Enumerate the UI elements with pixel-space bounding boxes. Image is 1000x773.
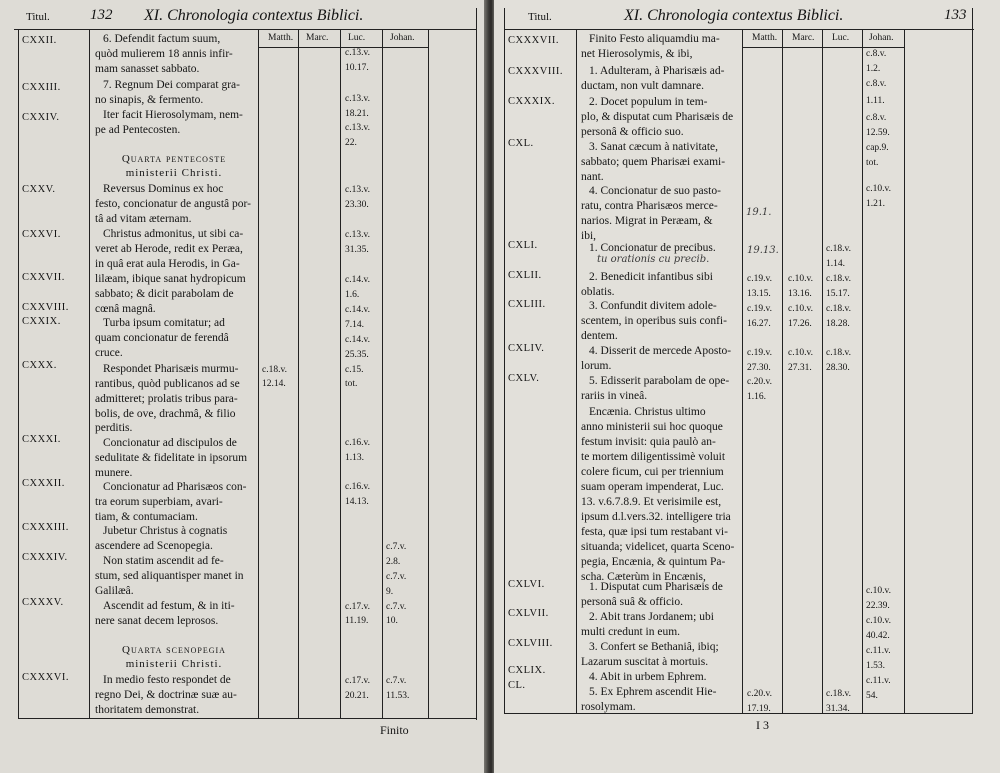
gospel-reference: 1.11.	[866, 96, 885, 106]
title-numeral: CXXXI.	[22, 434, 61, 445]
text-line: bolis, de ove, drachmâ, & filio	[95, 408, 236, 420]
col-header-marc: Marc.	[306, 33, 329, 43]
gospel-reference: c.13.v.	[345, 185, 370, 195]
text-line: nant.	[581, 171, 604, 183]
gospel-reference: c.7.v.	[386, 676, 407, 686]
text-line: plo, & disputat cum Pharisæis de	[581, 111, 734, 123]
gospel-reference: c.19.v.	[747, 304, 772, 314]
gospel-reference: c.11.v.	[866, 676, 891, 686]
text-line: sabbato; quem Pharisæi exami-	[581, 156, 726, 168]
gospel-reference: c.13.v.	[345, 48, 370, 58]
title-numeral: CXLI.	[508, 240, 538, 251]
gospel-reference: c.14.v.	[345, 275, 370, 285]
text-line: pegia, Encænia, & quintum Pa-	[581, 556, 726, 568]
col-header-luc: Luc.	[348, 33, 366, 43]
column-rule	[476, 8, 477, 720]
gospel-reference: 11.53.	[386, 691, 410, 701]
text-line: 4. Abit in urbem Ephrem.	[589, 671, 707, 683]
gospel-reference: c.14.v.	[345, 335, 370, 345]
text-line: multi credunt in eum.	[581, 626, 681, 638]
col-header-marc: Marc.	[792, 33, 815, 43]
column-rule	[18, 30, 19, 718]
title-numeral: CXXII.	[22, 35, 57, 46]
text-line: dentem.	[581, 330, 618, 342]
gospel-reference: c.19.v.	[747, 348, 772, 358]
column-rule	[576, 30, 577, 714]
text-line: 4. Disserit de mercede Aposto-	[589, 345, 732, 357]
gospel-reference: cap.9.	[866, 143, 889, 153]
left-running-head	[14, 6, 476, 30]
gospel-reference: c.18.v.	[826, 689, 851, 699]
text-line: Reversus Dominus ex hoc	[103, 183, 224, 195]
right-page	[494, 0, 1000, 773]
text-line: regno Dei, & doctrinæ suæ au-	[95, 689, 237, 701]
text-line: 5. Ex Ephrem ascendit Hie-	[589, 686, 717, 698]
text-line: rariis in vineâ.	[581, 390, 648, 402]
gospel-reference: c.16.v.	[345, 438, 370, 448]
text-line: colere ficum, cui per triennium	[581, 466, 724, 478]
col-header-luc: Luc.	[832, 33, 850, 43]
gospel-reference: 1.6.	[345, 290, 360, 300]
column-rule	[782, 30, 783, 714]
gospel-reference: c.16.v.	[345, 482, 370, 492]
title-numeral: CXXXVI.	[22, 672, 69, 683]
text-line: cœnâ magnâ.	[95, 303, 156, 315]
gospel-reference: 7.14.	[345, 320, 364, 330]
text-line: pe ad Pentecosten.	[95, 124, 181, 136]
titul-label: Titul.	[528, 11, 552, 23]
text-line: ductam, non vult damnare.	[581, 80, 704, 92]
gospel-reference: c.13.v.	[345, 230, 370, 240]
text-line: Finito Festo aliquamdiu ma-	[589, 33, 720, 45]
gospel-reference: c.18.v.	[826, 348, 851, 358]
text-line: Galilæâ.	[95, 585, 134, 597]
gospel-reference: 15.17.	[826, 289, 850, 299]
gospel-reference: 10.17.	[345, 63, 369, 73]
title-numeral: CXXIII.	[22, 82, 61, 93]
left-page	[0, 0, 486, 773]
gospel-reference: c.10.v.	[788, 304, 813, 314]
text-line: nere sanat decem leprosos.	[95, 615, 219, 627]
text-line: cruce.	[95, 347, 123, 359]
column-rule	[382, 30, 383, 718]
title-numeral: CXXIX.	[22, 316, 61, 327]
gospel-reference: c.18.v.	[826, 244, 851, 254]
gospel-reference: 18.21.	[345, 109, 369, 119]
gospel-reference: c.8.v.	[866, 79, 887, 89]
gospel-reference: 1.14.	[826, 259, 845, 269]
text-line: 2. Docet populum in tem-	[589, 96, 708, 108]
text-line: thoritatem demonstrat.	[95, 704, 200, 716]
text-line: situanda; videlicet, quarta Sceno-	[581, 541, 735, 553]
gospel-reference: 22.39.	[866, 601, 890, 611]
text-line: Ascendit ad festum, & in iti-	[103, 600, 235, 612]
column-rule	[742, 30, 743, 714]
gospel-reference: 1.53.	[866, 661, 885, 671]
title-numeral: CXXXII.	[22, 478, 65, 489]
bottom-rule	[18, 718, 476, 719]
gospel-reference: 14.13.	[345, 497, 369, 507]
page-number: 132	[90, 7, 113, 23]
gospel-reference: c.17.v.	[345, 676, 370, 686]
text-line: net Hierosolymis, & ibi,	[581, 48, 693, 60]
title-numeral: CL.	[508, 680, 526, 691]
title-numeral: CXLII.	[508, 270, 542, 281]
text-line: quam concionatur de ferendâ	[95, 332, 229, 344]
gospel-reference: 13.16.	[788, 289, 812, 299]
running-title: XI. Chronologia contextus Biblici.	[144, 7, 364, 24]
title-numeral: CXLVII.	[508, 608, 549, 619]
text-line: lorum.	[581, 360, 612, 372]
text-line: Jubetur Christus à cognatis	[103, 525, 228, 537]
text-line: scentem, in operibus suis confi-	[581, 315, 727, 327]
gospel-reference: 1.16.	[747, 392, 766, 402]
page-number: 133	[944, 7, 967, 23]
column-rule	[904, 30, 905, 714]
gospel-reference: 16.27.	[747, 319, 771, 329]
text-line: perditis.	[95, 422, 133, 434]
text-line: oblatis.	[581, 286, 615, 298]
gospel-reference: 17.19.	[747, 704, 771, 714]
gospel-reference: 17.26.	[788, 319, 812, 329]
text-line: Iter facit Hierosolymam, nem-	[103, 109, 243, 121]
gospel-reference: 25.35.	[345, 350, 369, 360]
text-line: stum, sed aliquantisper manet in	[95, 570, 244, 582]
text-line: 6. Defendit factum suum,	[103, 33, 221, 45]
text-line: suam operam impenderat, Luc.	[581, 481, 724, 493]
column-rule	[972, 8, 973, 714]
title-numeral: CXLV.	[508, 373, 540, 384]
gospel-reference: tot.	[345, 379, 358, 389]
text-line: Lazarum suscitat à mortuis.	[581, 656, 709, 668]
header-rule	[14, 29, 476, 30]
text-line: tâ ad vitam æternam.	[95, 213, 192, 225]
text-line: in quâ erat aula Herodis, in Ga-	[95, 258, 240, 270]
right-running-head	[504, 6, 974, 30]
text-line: Quarta pentecoste	[121, 153, 227, 165]
text-line: 4. Concionatur de suo pasto-	[589, 185, 721, 197]
gospel-reference: 31.35.	[345, 245, 369, 255]
gospel-reference: c.10.v.	[866, 184, 891, 194]
gospel-reference: c.18.v.	[826, 274, 851, 284]
text-line: Concionatur ad Pharisæos con-	[103, 481, 247, 493]
text-line: personâ & officio suo.	[581, 126, 684, 138]
gospel-reference: 31.34.	[826, 704, 850, 714]
text-line: Respondet Pharisæis murmu-	[103, 363, 239, 375]
text-line: 3. Confundit divitem adole-	[589, 300, 717, 312]
title-numeral: CXXVIII.	[22, 302, 69, 313]
handwritten-note: tu orationis cu precib.	[597, 254, 710, 265]
text-line: festo, concionatur de angustâ por-	[95, 198, 251, 210]
gospel-reference: 1.21.	[866, 199, 885, 209]
title-numeral: CXXXVIII.	[508, 66, 563, 77]
gospel-reference: 27.31.	[788, 363, 812, 373]
running-title: XI. Chronologia contextus Biblici.	[624, 7, 844, 24]
gospel-reference: 10.	[386, 616, 398, 626]
text-line: te mortem diligentissimè voluit	[581, 451, 726, 463]
text-line: ratu, contra Pharisæos merce-	[581, 200, 718, 212]
bottom-rule	[504, 713, 972, 714]
gospel-reference: c.10.v.	[788, 348, 813, 358]
gospel-reference: c.19.v.	[747, 274, 772, 284]
text-line: ipsum d.l.vers.32. intelligere tria	[581, 511, 731, 523]
gospel-reference: 2.8.	[386, 557, 401, 567]
gospel-reference: c.11.v.	[866, 646, 891, 656]
column-rule	[298, 30, 299, 718]
gospel-reference: 9.	[386, 587, 394, 597]
gospel-reference: 40.42.	[866, 631, 890, 641]
text-line: 1. Adulteram, à Pharisæis ad-	[589, 65, 725, 77]
gospel-reference: c.20.v.	[747, 377, 772, 387]
text-line: ministerii Christi.	[125, 658, 223, 670]
text-line: 1. Disputat cum Pharisæis de	[589, 581, 723, 593]
text-line: rosolymam.	[581, 701, 636, 713]
column-rule	[340, 30, 341, 718]
title-numeral: CXXXVII.	[508, 35, 559, 46]
gospel-reference: 1.13.	[345, 453, 364, 463]
col-header-matth: Matth.	[752, 33, 778, 43]
catchword: Finito	[380, 723, 409, 737]
text-line: In medio festo respondet de	[103, 674, 231, 686]
text-line: rantibus, quòd publicanos ad se	[95, 378, 240, 390]
title-numeral: CXLVIII.	[508, 638, 553, 649]
title-numeral: CXXVI.	[22, 229, 61, 240]
gospel-reference: c.14.v.	[345, 305, 370, 315]
text-line: Encænia. Christus ultimo	[589, 406, 706, 418]
text-line: 1. Concionatur de precibus.	[589, 242, 716, 254]
gospel-reference: tot.	[866, 158, 879, 168]
gospel-reference: c.8.v.	[866, 49, 887, 59]
column-rule	[822, 30, 823, 714]
text-line: tra eorum superbiam, avari-	[95, 496, 223, 508]
text-line: festa, quæ ipsi tum restabant vi-	[581, 526, 728, 538]
title-numeral: CXLIX.	[508, 665, 546, 676]
gospel-reference: 54.	[866, 691, 878, 701]
text-line: 13. v.6.7.8.9. Et verisimile est,	[581, 496, 722, 508]
column-rule	[258, 30, 259, 718]
title-numeral: CXLIII.	[508, 299, 546, 310]
text-line: Christus admonitus, ut sibi ca-	[103, 228, 244, 240]
gospel-reference: c.7.v.	[386, 602, 407, 612]
text-line: Quarta scenopegia	[122, 644, 226, 656]
text-line: narios. Migrat in Peræam, &	[581, 215, 713, 227]
text-line: personâ suâ & officio.	[581, 596, 683, 608]
gospel-reference: 22.	[345, 138, 357, 148]
text-line: munere.	[95, 467, 133, 479]
title-numeral: CXXXIX.	[508, 96, 555, 107]
col-header-johan: Johan.	[390, 33, 415, 43]
title-numeral: CXXV.	[22, 184, 56, 195]
title-numeral: CXXIV.	[22, 112, 60, 123]
gospel-reference: 12.59.	[866, 128, 890, 138]
text-line: 2. Abit trans Jordanem; ubi	[589, 611, 714, 623]
handwritten-note: 19.13.	[747, 245, 779, 256]
text-line: sedulitate & fidelitate in ipsorum	[95, 452, 248, 464]
text-line: veret ab Herode, redit ex Peræa,	[95, 243, 243, 255]
gospel-reference: c.8.v.	[866, 113, 887, 123]
gospel-reference: 18.28.	[826, 319, 850, 329]
gospel-reference: c.15.	[345, 365, 364, 375]
gospel-reference: 20.21.	[345, 691, 369, 701]
gospel-reference: c.7.v.	[386, 572, 407, 582]
title-numeral: CXXXIII.	[22, 522, 69, 533]
gospel-reference: c.10.v.	[866, 616, 891, 626]
text-line: ibi,	[581, 230, 597, 242]
gospel-reference: c.18.v.	[826, 304, 851, 314]
text-line: festum invisit: quia paulò an-	[581, 436, 716, 448]
text-line: quòd mulierem 18 annis infir-	[95, 48, 233, 60]
text-line: Turba ipsum comitatur; ad	[103, 317, 225, 329]
gospel-reference: c.13.v.	[345, 94, 370, 104]
column-rule	[862, 30, 863, 714]
gospel-reference: 28.30.	[826, 363, 850, 373]
title-numeral: CXXXIV.	[22, 552, 68, 563]
column-rule	[428, 30, 429, 718]
title-numeral: CXXX.	[22, 360, 57, 371]
col-header-johan: Johan.	[869, 33, 894, 43]
title-numeral: CXLIV.	[508, 343, 545, 354]
text-line: 2. Benedicit infantibus sibi	[589, 271, 713, 283]
gospel-reference: 27.30.	[747, 363, 771, 373]
text-line: ascendere ad Scenopegia.	[95, 540, 213, 552]
text-line: tiam, & contumaciam.	[95, 511, 198, 523]
text-line: lilæam, ibique sanat hydropicum	[95, 273, 246, 285]
gospel-reference: c.13.v.	[345, 123, 370, 133]
text-line: 3. Sanat cæcum à nativitate,	[589, 141, 719, 153]
header-underline	[258, 47, 428, 48]
gospel-reference: 1.2.	[866, 64, 881, 74]
title-numeral: CXL.	[508, 138, 534, 149]
gospel-reference: c.20.v.	[747, 689, 772, 699]
text-line: 5. Edisserit parabolam de ope-	[589, 375, 730, 387]
title-numeral: CXXXV.	[22, 597, 64, 608]
handwritten-note: 19.1.	[746, 207, 772, 218]
text-line: ministerii Christi.	[125, 167, 223, 179]
text-line: sabbato; & dicit parabolam de	[95, 288, 234, 300]
gospel-reference: 13.15.	[747, 289, 771, 299]
gospel-reference: 23.30.	[345, 200, 369, 210]
gospel-reference: 12.14.	[262, 379, 286, 389]
text-line: anno ministerii sui hoc quoque	[581, 421, 723, 433]
text-line: admitteret; prolatis tribus para-	[95, 393, 238, 405]
text-line: 3. Confert se Bethaniâ, ibiq;	[589, 641, 719, 653]
column-rule	[89, 30, 90, 718]
gospel-reference: 11.19.	[345, 616, 369, 626]
title-numeral: CXXVII.	[22, 272, 65, 283]
text-line: scha. Cæterùm in Encænis,	[581, 571, 706, 583]
text-line: 7. Regnum Dei comparat gra-	[103, 79, 240, 91]
column-rule	[504, 8, 505, 714]
text-line: Concionatur ad discipulos de	[103, 437, 237, 449]
text-line: mam sanasset sabbato.	[95, 63, 200, 75]
signature-mark: I 3	[756, 718, 769, 732]
gospel-reference: c.10.v.	[788, 274, 813, 284]
gospel-reference: c.10.v.	[866, 586, 891, 596]
titul-label: Titul.	[26, 11, 50, 23]
title-numeral: CXLVI.	[508, 579, 545, 590]
text-line: no sinapis, & fermento.	[95, 94, 204, 106]
gospel-reference: c.18.v.	[262, 365, 287, 375]
col-header-matth: Matth.	[268, 33, 294, 43]
gospel-reference: c.17.v.	[345, 602, 370, 612]
gospel-reference: c.7.v.	[386, 542, 407, 552]
text-line: Non statim ascendit ad fe-	[103, 555, 224, 567]
